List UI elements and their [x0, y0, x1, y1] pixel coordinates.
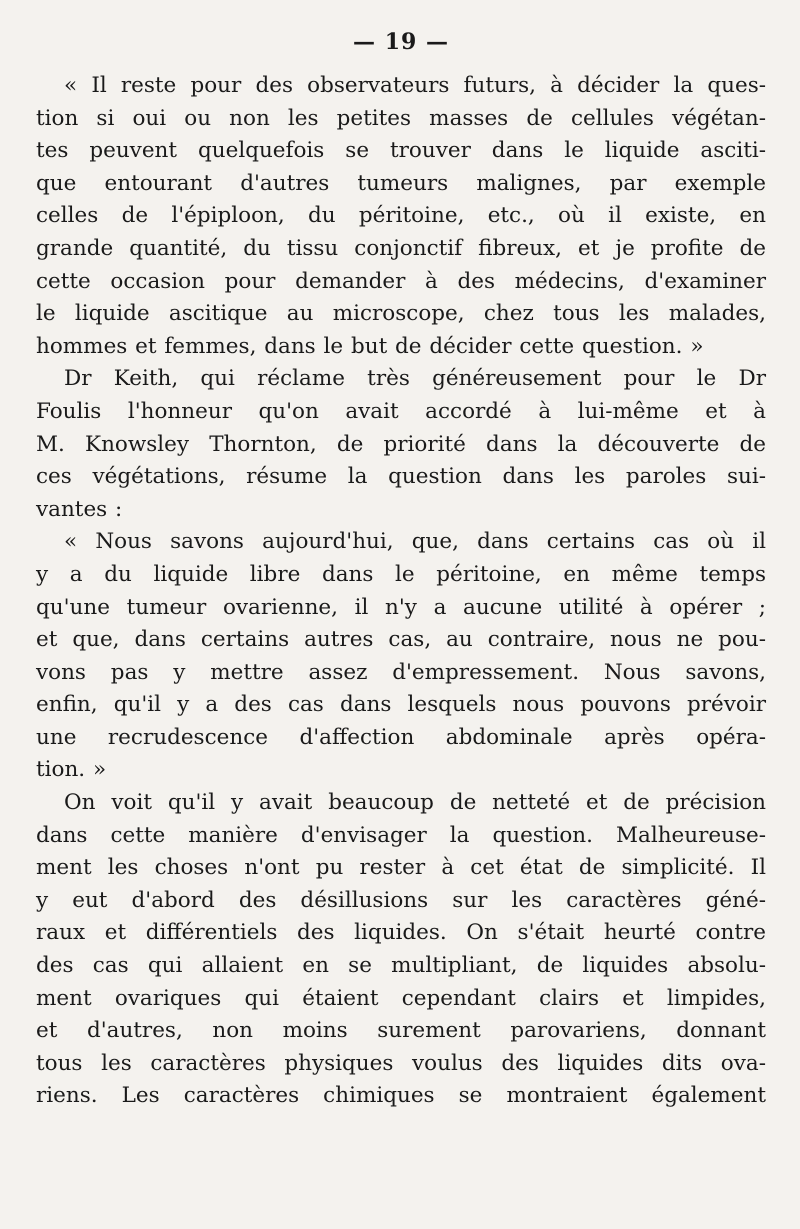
text-line: grande quantité, du tissu conjonctif fibreux, et je profite de [36, 235, 766, 261]
text-line: celles de l'épiploon, du péritoine, etc., où il existe, en [36, 203, 766, 229]
text-line: tes peuvent quelquefois se trouver dans le liquide asciti- [36, 138, 766, 164]
text-line: « Nous savons aujourd'hui, que, dans certains cas où il [64, 529, 766, 555]
text-line: et d'autres, non moins surement parovariens, donnant [36, 1018, 766, 1044]
page-number: — 19 — [353, 29, 449, 55]
text-line: riens. Les caractères chimiques se montraient également [36, 1083, 766, 1109]
text-line: tion si oui ou non les petites masses de cellules végétan- [36, 105, 766, 131]
text-line: « Il reste pour des observateurs futurs, à décider la ques- [64, 73, 766, 98]
text-line: et que, dans certains autres cas, au contraire, nous ne pou- [36, 627, 766, 653]
text-line: qu'une tumeur ovarienne, il n'y a aucune utilité à opérer ; [36, 594, 766, 620]
text-line: Dr Keith, qui réclame très généreusement pour le Dr [64, 366, 766, 392]
body-text [36, 70, 766, 1113]
text-line: une recrudescence d'affection abdominale après opéra- [36, 724, 766, 750]
text-line: vantes : [36, 496, 123, 522]
text-line: ces végétations, résume la question dans les paroles sui- [36, 464, 766, 490]
text-line: raux et différentiels des liquides. On s'était heurté contre [36, 920, 766, 946]
text-line: enfin, qu'il y a des cas dans lesquels nous pouvons prévoir [36, 692, 766, 718]
text-line: hommes et femmes, dans le but de décider cette question. » [36, 333, 704, 359]
text-line: y eut d'abord des désillusions sur les caractères géné- [36, 887, 766, 913]
text-line: Foulis l'honneur qu'on avait accordé à lui-même et à [36, 398, 766, 424]
text-line: tion. » [36, 757, 107, 783]
text-line: des cas qui allaient en se multipliant, de liquides absolu- [36, 953, 766, 979]
text-line: ment les choses n'ont pu rester à cet état de simplicité. Il [36, 855, 766, 881]
text-line: ment ovariques qui étaient cependant clairs et limpides, [36, 985, 766, 1011]
text-line: que entourant d'autres tumeurs malignes, par exemple [36, 170, 766, 196]
text-line: M. Knowsley Thornton, de priorité dans la découverte de [36, 431, 766, 457]
text-line: le liquide ascitique au microscope, chez tous les malades, [36, 301, 766, 327]
text-line: tous les caractères physiques voulus des liquides dits ova- [36, 1050, 766, 1076]
text-line: y a du liquide libre dans le péritoine, en même temps [36, 561, 766, 587]
text-line: dans cette manière d'envisager la question. Malheureuse- [36, 822, 766, 848]
text-line: On voit qu'il y avait beaucoup de netteté et de précision [64, 790, 766, 816]
text-line: cette occasion pour demander à des médecins, d'examiner [36, 268, 766, 294]
text-line: vons pas y mettre assez d'empressement. Nous savons, [36, 659, 766, 685]
